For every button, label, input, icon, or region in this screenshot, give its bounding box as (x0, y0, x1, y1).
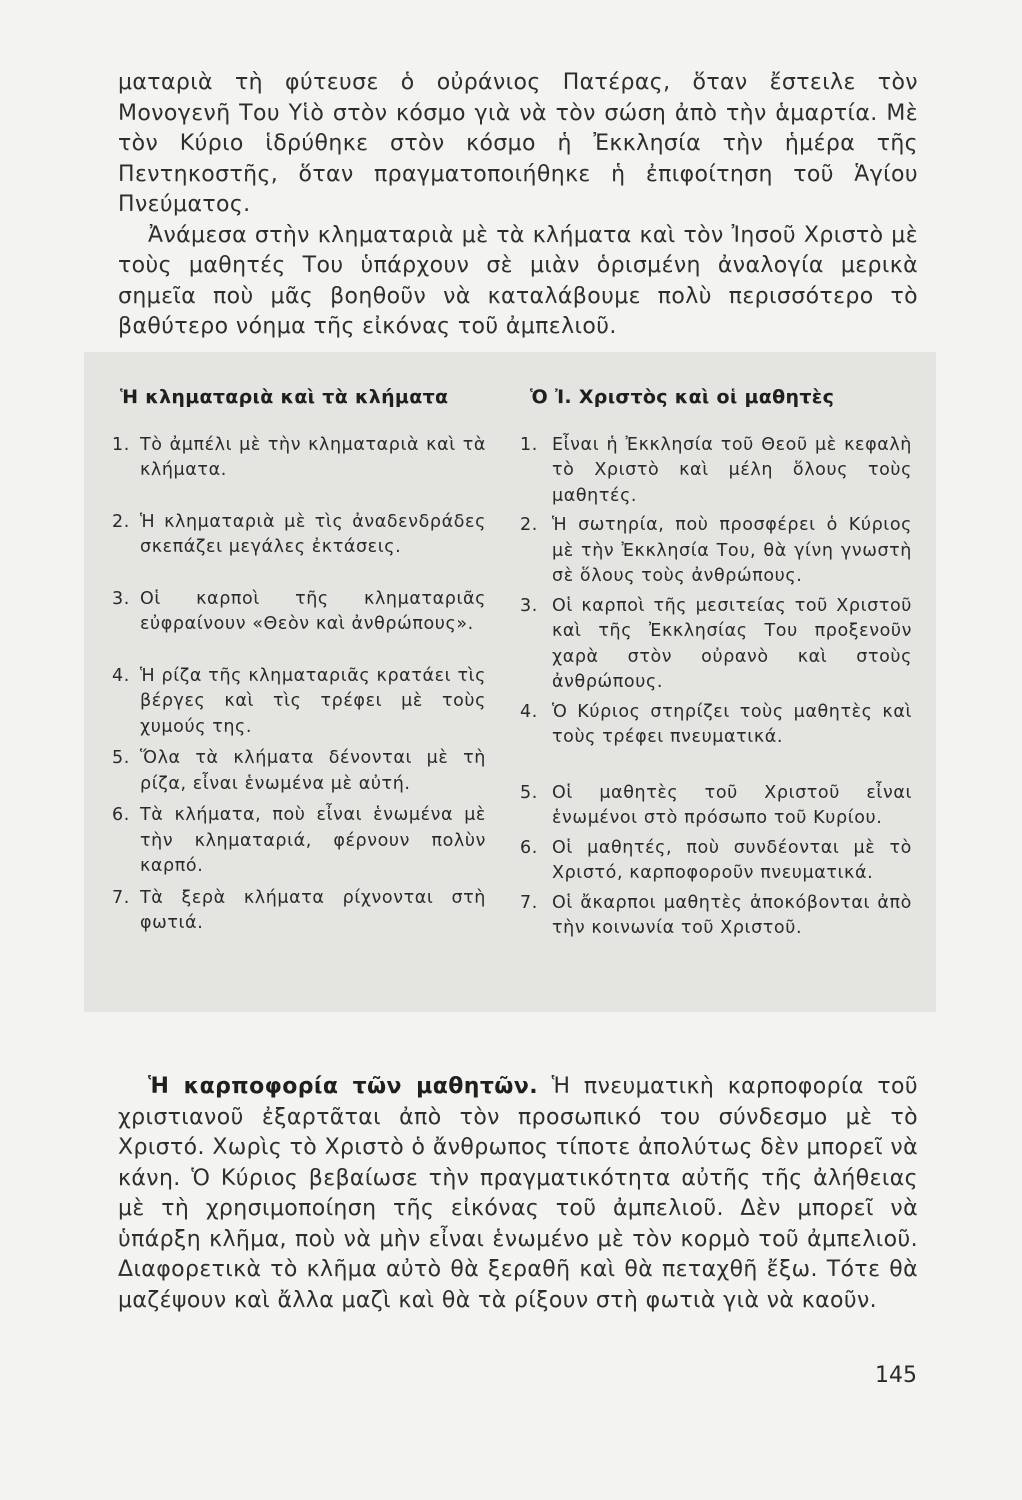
item-number: 2. (112, 511, 130, 532)
item-text: Ἡ ρίζα τῆς κληματαριᾶς κρατάει τὶς βέργες καὶ τὶς τρέφει μὲ τοὺς χυμούς της. (140, 665, 486, 737)
item-text: Ἡ σωτηρία, ποὺ προσφέρει ὁ Κύριος μὲ τὴν Ἐκκλησία Του, θὰ γίνη γνωστὴ σὲ ὅλους τοὺς ἀνθρώπους. (552, 515, 912, 586)
closing-paragraph (118, 1072, 918, 1316)
closing-section (118, 1072, 918, 1316)
column-heading: Ἡ κληματαριὰ καὶ τὰ κλήματα (120, 386, 449, 408)
item-number: 3. (520, 595, 538, 616)
list-item (112, 433, 486, 484)
item-number: 1. (520, 434, 538, 455)
intro-paragraph: ματαριὰ τὴ φύτευσε ὁ οὐράνιος Πατέρας, ὅταν ἔστειλε τὸν Μονογενῆ Του Υἱὸ στὸν κόσμο γιὰ νὰ τὸν σώση ἀπὸ τὴν ἁμαρτία. Μὲ τὸν Κύριο ἱδρύθηκε στὸν κόσμο ἡ Ἐκκλησία τὴν ἡμέρα τῆς Πεντηκοστῆς, ὅταν πραγματοποιήθηκε ἡ ἐπιφοίτηση τοῦ Ἁγίου Πνεύματος. (118, 70, 918, 217)
list-item (112, 664, 486, 741)
section-heading: Ἡ καρποφορία τῶν μαθητῶν. (148, 1074, 538, 1099)
item-text: Ἡ κληματαριὰ μὲ τὶς ἀναδενδράδες σκεπάζει μεγάλες ἐκτάσεις. (140, 511, 486, 557)
item-text: Οἱ ἄκαρποι μαθητὲς ἀποκόβονται ἀπὸ τὴν κοινωνία τοῦ Χριστοῦ. (552, 892, 912, 938)
list-item (520, 781, 912, 832)
list-item (520, 700, 912, 751)
comparison-column-vine (112, 385, 486, 937)
list-item (112, 587, 486, 638)
item-text: Ὁ Κύριος στηρίζει τοὺς μαθητὲς καὶ τοὺς τρέφει πνευματικά. (552, 701, 912, 747)
comparison-column-christ (520, 385, 912, 942)
item-number: 3. (112, 588, 130, 609)
list-item (520, 433, 912, 510)
item-number: 1. (112, 434, 130, 455)
item-number: 4. (520, 701, 538, 722)
comparison-list (520, 433, 912, 942)
item-number: 5. (520, 782, 538, 803)
item-text: Τὸ ἀμπέλι μὲ τὴν κληματαριὰ καὶ τὰ κλήματα. (140, 434, 486, 480)
item-text: Εἶναι ἡ Ἐκκλησία τοῦ Θεοῦ μὲ κεφαλὴ τὸ Χριστὸ καὶ μέλη ὅλους τοὺς μαθητές. (552, 434, 912, 506)
item-text: Οἱ καρποὶ τῆς μεσιτείας τοῦ Χριστοῦ καὶ τῆς Ἐκκλησίας Του προξενοῦν χαρὰ στὸν οὐρανὸ καὶ στοὺς ἀνθρώπους. (552, 595, 912, 692)
item-text: Οἱ μαθητές, ποὺ συνδέονται μὲ τὸ Χριστό, καρποφοροῦν πνευματικά. (552, 837, 912, 883)
list-item (520, 513, 912, 590)
page-number: 145 (875, 1363, 917, 1388)
list-item (112, 746, 486, 797)
column-heading: Ὁ Ἰ. Χριστὸς καὶ οἱ μαθητὲς (530, 386, 835, 408)
list-item (112, 510, 486, 561)
list-item (520, 836, 912, 887)
item-number: 4. (112, 665, 130, 686)
list-item (520, 594, 912, 696)
intro-text (118, 68, 918, 343)
list-item (112, 803, 486, 880)
list-item (112, 886, 486, 937)
closing-text: Ἡ πνευματικὴ καρποφορία τοῦ χριστιανοῦ ἐξαρτᾶται ἀπὸ τὸν προσωπικό του σύνδεσμο μὲ τὸ Χριστό. Χωρὶς τὸ Χριστὸ ὁ ἄνθρωπος τίποτε ἀπολύτως δὲν μπορεῖ νὰ κάνη. Ὁ Κύριος βεβαίωσε τὴν πραγματικότητα αὐτῆς τῆς ἀλήθειας μὲ τὴ χρησιμοποίηση τῆς εἰκόνας τοῦ ἀμπελιοῦ. Δὲν μπορεῖ νὰ ὑπάρξη κλῆμα, ποὺ νὰ μὴν εἶναι ἑνωμένο μὲ τὸν κορμὸ τοῦ ἀμπελιοῦ. Διαφορετικὰ τὸ κλῆμα αὐτὸ θὰ ξεραθῆ καὶ θὰ πεταχθῆ ἔξω. Τότε θὰ μαζέψουν καὶ ἄλλα μαζὶ καὶ θὰ τὰ ρίξουν στὴ φωτιὰ γιὰ νὰ καοῦν. (118, 1074, 918, 1313)
item-text: Ὅλα τὰ κλήματα δένονται μὲ τὴ ρίζα, εἶναι ἑνωμένα μὲ αὐτή. (140, 748, 486, 794)
item-number: 7. (520, 892, 538, 913)
item-number: 7. (112, 887, 130, 908)
item-number: 6. (520, 837, 538, 858)
item-number: 2. (520, 515, 538, 535)
item-number: 5. (112, 748, 130, 768)
intro-paragraph: Ἀνάμεσα στὴν κληματαριὰ μὲ τὰ κλήματα καὶ τὸν Ἰησοῦ Χριστὸ μὲ τοὺς μαθητές Του ὑπάρχουν σὲ μιὰν ὁρισμένη ἀναλογία μερικὰ σημεῖα ποὺ μᾶς βοηθοῦν νὰ καταλάβουμε πολὺ περισσότερο τὸ βαθύτερο νόημα τῆς εἰκόνας τοῦ ἀμπελιοῦ. (118, 222, 918, 339)
item-number: 6. (112, 805, 130, 825)
item-text: Τὰ κλήματα, ποὺ εἶναι ἑνωμένα μὲ τὴν κληματαριά, φέρνουν πολὺν καρπό. (140, 805, 486, 876)
item-text: Τὰ ξερὰ κλήματα ρίχνονται στὴ φωτιά. (140, 887, 486, 933)
item-text: Οἱ καρποὶ τῆς κληματαριᾶς εὐφραίνουν «Θεὸν καὶ ἀνθρώπους». (140, 588, 486, 634)
comparison-list (112, 433, 486, 937)
item-text: Οἱ μαθητὲς τοῦ Χριστοῦ εἶναι ἑνωμένοι στὸ πρόσωπο τοῦ Κυρίου. (552, 782, 912, 828)
list-item (520, 891, 912, 942)
